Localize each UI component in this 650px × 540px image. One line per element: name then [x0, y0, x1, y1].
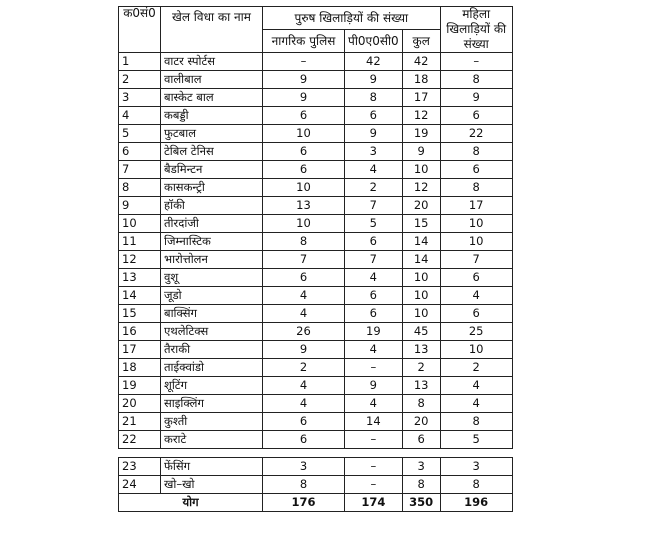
totals-pac: 174	[345, 494, 403, 512]
total-cell: 13	[402, 341, 440, 359]
total-cell: 8	[402, 395, 440, 413]
pac-cell: –	[345, 458, 403, 476]
women-cell: 4	[440, 287, 512, 305]
table-row	[119, 395, 513, 413]
pac-cell: 6	[345, 107, 403, 125]
serial-cell: 23	[119, 458, 161, 476]
table-row	[119, 377, 513, 395]
civil-police-cell: 4	[263, 377, 345, 395]
pac-cell: 6	[345, 233, 403, 251]
sport-name-cell: वुशू	[161, 269, 263, 287]
women-cell: 10	[440, 233, 512, 251]
sport-name-cell: बाक्सिंग	[161, 305, 263, 323]
civil-police-cell: 9	[263, 341, 345, 359]
sport-name-cell: फुटबाल	[161, 125, 263, 143]
totals-row	[119, 494, 513, 512]
total-cell: 18	[402, 71, 440, 89]
table-row	[119, 359, 513, 377]
serial-cell: 17	[119, 341, 161, 359]
sport-name-cell: बास्केट बाल	[161, 89, 263, 107]
total-cell: 10	[402, 287, 440, 305]
total-cell: 3	[402, 458, 440, 476]
table-row	[119, 233, 513, 251]
serial-cell: 6	[119, 143, 161, 161]
women-cell: 10	[440, 215, 512, 233]
pac-cell: 6	[345, 305, 403, 323]
pac-cell: 4	[345, 395, 403, 413]
women-cell: 7	[440, 251, 512, 269]
serial-cell: 20	[119, 395, 161, 413]
serial-cell: 22	[119, 431, 161, 449]
table-row	[119, 431, 513, 449]
pac-cell: 14	[345, 413, 403, 431]
serial-cell: 2	[119, 71, 161, 89]
table-row	[119, 287, 513, 305]
serial-cell: 1	[119, 53, 161, 71]
header-civil-police: नागरिक पुलिस	[263, 30, 345, 53]
serial-cell: 7	[119, 161, 161, 179]
pac-cell: 7	[345, 251, 403, 269]
sport-name-cell: कबड्डी	[161, 107, 263, 125]
sport-name-cell: भारोत्तोलन	[161, 251, 263, 269]
women-cell: 10	[440, 341, 512, 359]
pac-cell: 9	[345, 71, 403, 89]
civil-police-cell: 10	[263, 215, 345, 233]
civil-police-cell: 7	[263, 251, 345, 269]
total-cell: 45	[402, 323, 440, 341]
pac-cell: 42	[345, 53, 403, 71]
serial-cell: 14	[119, 287, 161, 305]
women-cell: 6	[440, 305, 512, 323]
table-row	[119, 476, 513, 494]
civil-police-cell: 6	[263, 413, 345, 431]
table-row	[119, 71, 513, 89]
women-cell: 6	[440, 107, 512, 125]
table-row	[119, 179, 513, 197]
women-cell: 4	[440, 395, 512, 413]
women-cell: 8	[440, 71, 512, 89]
totals-total: 350	[402, 494, 440, 512]
table-row	[119, 107, 513, 125]
sport-name-cell: एथलेटिक्स	[161, 323, 263, 341]
pac-cell: 5	[345, 215, 403, 233]
civil-police-cell: 6	[263, 143, 345, 161]
women-cell: 2	[440, 359, 512, 377]
civil-police-cell: 10	[263, 179, 345, 197]
pac-cell: –	[345, 431, 403, 449]
table-row	[119, 305, 513, 323]
table-row	[119, 143, 513, 161]
total-cell: 2	[402, 359, 440, 377]
serial-cell: 5	[119, 125, 161, 143]
table-gap-row	[119, 449, 513, 458]
table-body-main	[119, 53, 513, 449]
women-cell: 5	[440, 431, 512, 449]
civil-police-cell: 13	[263, 197, 345, 215]
sport-name-cell: बैडमिन्टन	[161, 161, 263, 179]
header-sport-name: खेल विधा का नाम	[161, 7, 263, 53]
civil-police-cell: 6	[263, 107, 345, 125]
table-row	[119, 323, 513, 341]
total-cell: 19	[402, 125, 440, 143]
serial-cell: 24	[119, 476, 161, 494]
pac-cell: 6	[345, 287, 403, 305]
serial-cell: 13	[119, 269, 161, 287]
sport-name-cell: वालीबाल	[161, 71, 263, 89]
table-row	[119, 251, 513, 269]
sport-name-cell: ताईक्वांडो	[161, 359, 263, 377]
table-row	[119, 341, 513, 359]
civil-police-cell: 10	[263, 125, 345, 143]
serial-cell: 18	[119, 359, 161, 377]
total-cell: 12	[402, 179, 440, 197]
pac-cell: 4	[345, 161, 403, 179]
women-cell: 8	[440, 413, 512, 431]
civil-police-cell: 26	[263, 323, 345, 341]
sport-name-cell: तीरदांजी	[161, 215, 263, 233]
pac-cell: 2	[345, 179, 403, 197]
serial-cell: 12	[119, 251, 161, 269]
sport-name-cell: खो–खो	[161, 476, 263, 494]
women-cell: 8	[440, 179, 512, 197]
sport-name-cell: जूडो	[161, 287, 263, 305]
women-cell: 4	[440, 377, 512, 395]
header-men-group: पुरुष खिलाड़ियों की संख्या	[263, 7, 441, 30]
totals-label: योग	[119, 494, 263, 512]
table-row	[119, 413, 513, 431]
table-row	[119, 53, 513, 71]
sport-name-cell: वाटर स्पोर्टस	[161, 53, 263, 71]
civil-police-cell: 4	[263, 305, 345, 323]
women-cell: 8	[440, 476, 512, 494]
serial-cell: 3	[119, 89, 161, 107]
total-cell: 14	[402, 251, 440, 269]
sport-name-cell: कासकन्ट्री	[161, 179, 263, 197]
civil-police-cell: 6	[263, 269, 345, 287]
sport-name-cell: फेंसिंग	[161, 458, 263, 476]
header-serial: क0सं0	[119, 7, 161, 53]
total-cell: 15	[402, 215, 440, 233]
sport-name-cell: कुश्ती	[161, 413, 263, 431]
pac-cell: 4	[345, 341, 403, 359]
civil-police-cell: 9	[263, 71, 345, 89]
women-cell: 6	[440, 161, 512, 179]
women-cell: 8	[440, 143, 512, 161]
pac-cell: 7	[345, 197, 403, 215]
pac-cell: –	[345, 476, 403, 494]
women-cell: –	[440, 53, 512, 71]
civil-police-cell: 3	[263, 458, 345, 476]
women-cell: 25	[440, 323, 512, 341]
table-row	[119, 215, 513, 233]
civil-police-cell: 6	[263, 161, 345, 179]
total-cell: 42	[402, 53, 440, 71]
total-cell: 17	[402, 89, 440, 107]
total-cell: 13	[402, 377, 440, 395]
sport-name-cell: कराटे	[161, 431, 263, 449]
women-cell: 17	[440, 197, 512, 215]
serial-cell: 21	[119, 413, 161, 431]
total-cell: 8	[402, 476, 440, 494]
serial-cell: 9	[119, 197, 161, 215]
pac-cell: 4	[345, 269, 403, 287]
serial-cell: 11	[119, 233, 161, 251]
serial-cell: 15	[119, 305, 161, 323]
sport-name-cell: जिम्नास्टिक	[161, 233, 263, 251]
serial-cell: 8	[119, 179, 161, 197]
sport-name-cell: टेबिल टेनिस	[161, 143, 263, 161]
total-cell: 14	[402, 233, 440, 251]
women-cell: 22	[440, 125, 512, 143]
total-cell: 20	[402, 197, 440, 215]
pac-cell: 9	[345, 125, 403, 143]
civil-police-cell: 4	[263, 287, 345, 305]
pac-cell: 9	[345, 377, 403, 395]
sport-name-cell: हॉकी	[161, 197, 263, 215]
total-cell: 10	[402, 269, 440, 287]
total-cell: 20	[402, 413, 440, 431]
civil-police-cell: 2	[263, 359, 345, 377]
total-cell: 10	[402, 161, 440, 179]
pac-cell: 8	[345, 89, 403, 107]
civil-police-cell: 8	[263, 476, 345, 494]
serial-cell: 19	[119, 377, 161, 395]
totals-civil: 176	[263, 494, 345, 512]
total-cell: 10	[402, 305, 440, 323]
serial-cell: 10	[119, 215, 161, 233]
sport-name-cell: साइक्लिंग	[161, 395, 263, 413]
total-cell: 6	[402, 431, 440, 449]
pac-cell: 3	[345, 143, 403, 161]
pac-cell: –	[345, 359, 403, 377]
totals-women: 196	[440, 494, 512, 512]
table-row	[119, 197, 513, 215]
sport-name-cell: शूटिंग	[161, 377, 263, 395]
civil-police-cell: 6	[263, 431, 345, 449]
header-women: महिला खिलाड़ियों की संख्या	[440, 7, 512, 53]
header-pac: पी0ए0सी0	[345, 30, 403, 53]
women-cell: 3	[440, 458, 512, 476]
serial-cell: 16	[119, 323, 161, 341]
women-cell: 9	[440, 89, 512, 107]
table-row	[119, 125, 513, 143]
table-row	[119, 89, 513, 107]
pac-cell: 19	[345, 323, 403, 341]
civil-police-cell: 9	[263, 89, 345, 107]
civil-police-cell: 4	[263, 395, 345, 413]
total-cell: 9	[402, 143, 440, 161]
civil-police-cell: 8	[263, 233, 345, 251]
header-total: कुल	[402, 30, 440, 53]
serial-cell: 4	[119, 107, 161, 125]
total-cell: 12	[402, 107, 440, 125]
table-body-extra	[119, 458, 513, 494]
women-cell: 6	[440, 269, 512, 287]
table-row	[119, 161, 513, 179]
civil-police-cell: –	[263, 53, 345, 71]
table-row	[119, 269, 513, 287]
sports-players-table	[118, 6, 513, 512]
table-row	[119, 458, 513, 476]
sport-name-cell: तैराकी	[161, 341, 263, 359]
